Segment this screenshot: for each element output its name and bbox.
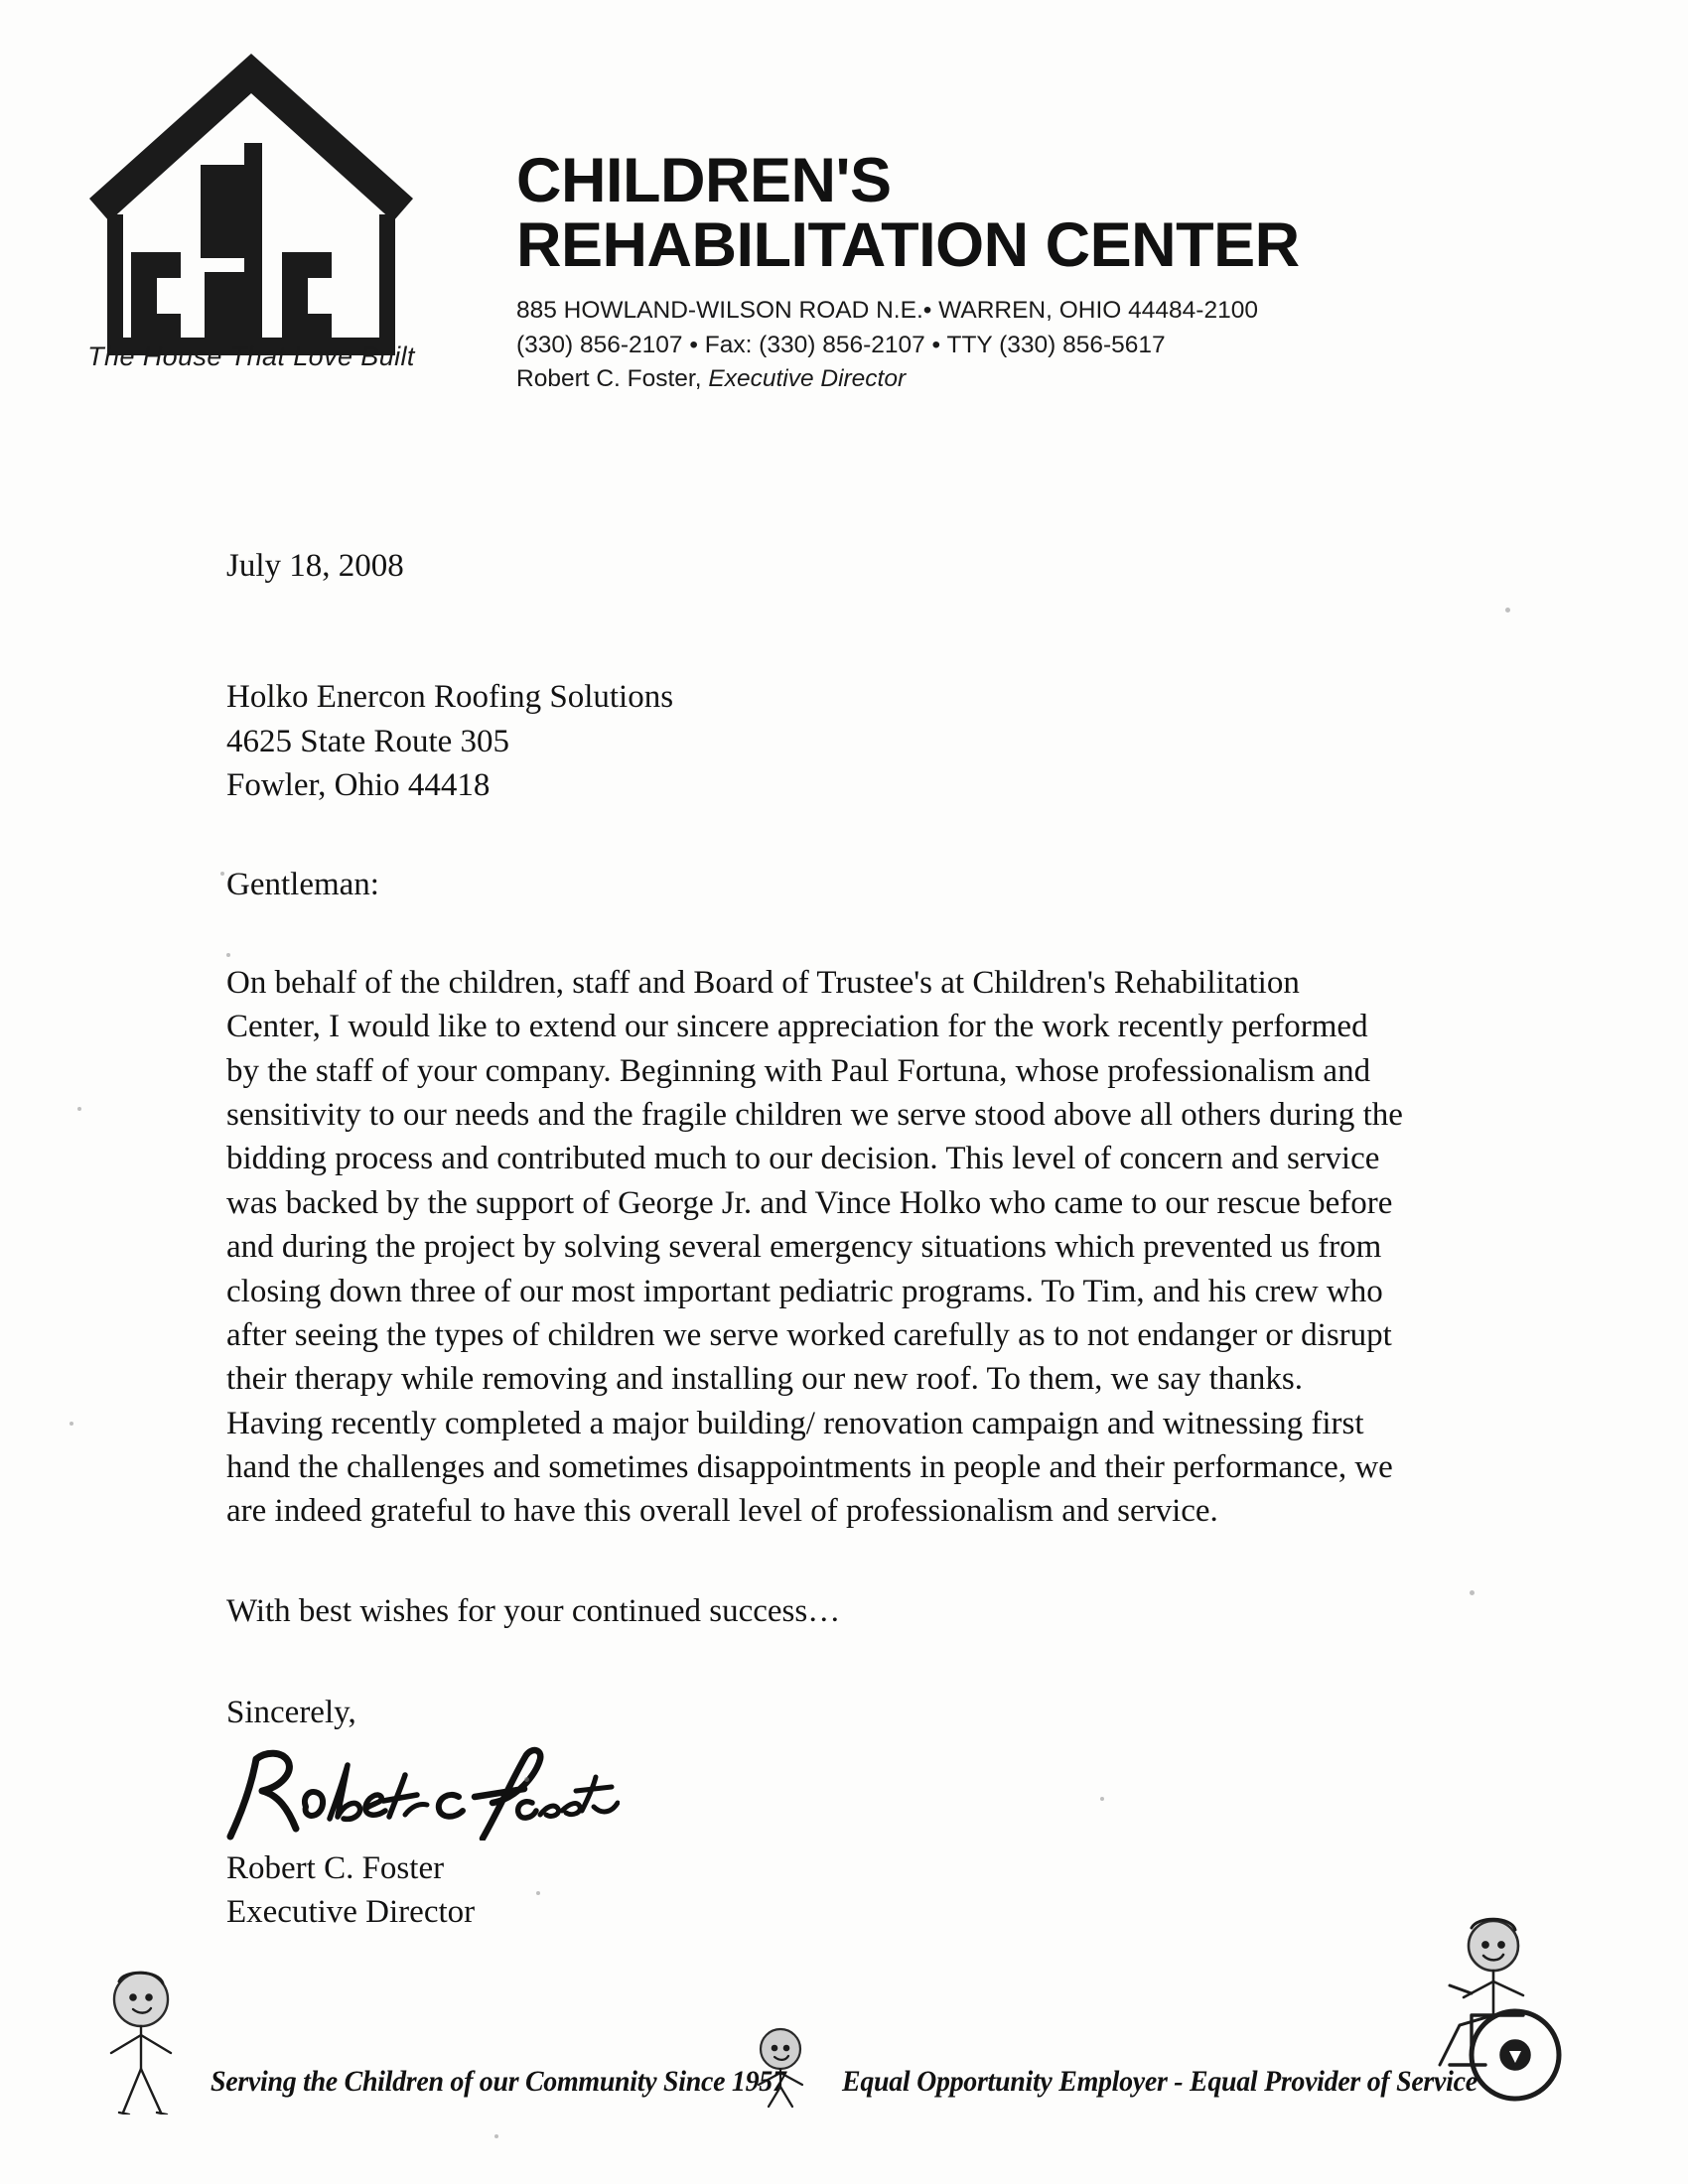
letterhead	[0, 30, 1688, 393]
org-name-line1: CHILDREN'S	[516, 146, 892, 215]
executive-line	[516, 362, 1589, 397]
address-line: 885 HOWLAND-WILSON ROAD N.E.• WARREN, OHIO 44484-2100	[516, 296, 1258, 324]
scan-speck	[70, 1422, 73, 1426]
signer-block	[226, 1846, 1448, 1935]
sincerely-line: Sincerely,	[226, 1695, 356, 1731]
body-line: closing down three of our most important pediatric programs. To Tim, and his crew who	[226, 1273, 1383, 1309]
closing-line: With best wishes for your continued success…	[226, 1592, 841, 1629]
body-line: sensitivity to our needs and the fragile children we serve stood above all others during the	[226, 1097, 1403, 1133]
body-line: by the staff of your company. Beginning with Paul Fortuna, whose professionalism and	[226, 1052, 1371, 1089]
scan-speck	[1505, 608, 1510, 613]
recipient-street: 4625 State Route 305	[226, 723, 510, 759]
signer-name: Robert C. Foster	[226, 1849, 445, 1886]
footer-left-text: Serving the Children of our Community Since 1957	[211, 2065, 786, 2098]
body-line: hand the challenges and sometimes disappointments in people and their performance, we	[226, 1449, 1393, 1485]
letter-body	[226, 544, 1448, 1935]
body-line: their therapy while removing and installing our new roof. To them, we say thanks.	[226, 1361, 1304, 1398]
logo-tagline: The House That Love Built	[87, 341, 415, 371]
executive-name: Robert C. Foster,	[516, 365, 702, 393]
scan-speck	[220, 872, 224, 876]
body-line: Having recently completed a major building/ renovation campaign and witnessing first	[226, 1405, 1364, 1441]
scan-speck	[1470, 1590, 1475, 1595]
scan-speck	[226, 953, 230, 957]
organization-block	[516, 146, 1589, 397]
logo-block	[77, 48, 425, 372]
scan-speck	[494, 2134, 498, 2138]
body-line: Center, I would like to extend our sincere appreciation for the work recently performed	[226, 1009, 1368, 1045]
date-line: July 18, 2008	[226, 548, 404, 584]
signer-title: Executive Director	[226, 1894, 476, 1931]
handwritten-signature-robert-c-foster-icon	[222, 1745, 620, 1841]
body-line: after seeing the types of children we serve worked carefully as to not endanger or disrupt	[226, 1316, 1392, 1353]
body-line: bidding process and contributed much to our decision. This level of concern and service	[226, 1141, 1380, 1177]
body-paragraph	[226, 961, 1448, 1534]
body-line: On behalf of the children, staff and Board of Trustee's at Children's Rehabilitation	[226, 964, 1300, 1001]
house-logo-crc-icon	[77, 48, 425, 355]
scan-speck	[536, 1891, 540, 1895]
salutation: Gentleman:	[226, 866, 379, 902]
body-line: and during the project by solving several emergency situations which prevented us from	[226, 1229, 1382, 1266]
body-line: are indeed grateful to have this overall level of professionalism and service.	[226, 1493, 1218, 1530]
body-line: was backed by the support of George Jr. and Vince Holko who came to our rescue before	[226, 1184, 1393, 1221]
footer-right-text: Equal Opportunity Employer - Equal Provider of Service	[842, 2065, 1477, 2098]
phone-line: (330) 856-2107 • Fax: (330) 856-2107 • TTY (330) 856-5617	[516, 331, 1166, 358]
recipient-address	[226, 675, 1448, 807]
contact-details	[516, 294, 1589, 397]
scan-speck	[1100, 1797, 1104, 1801]
scan-speck	[77, 1107, 81, 1111]
recipient-company: Holko Enercon Roofing Solutions	[226, 679, 674, 716]
recipient-city: Fowler, Ohio 44418	[226, 767, 491, 804]
scan-speck	[524, 1777, 529, 1782]
footer	[0, 1928, 1688, 2126]
executive-title: Executive Director	[708, 365, 907, 393]
child-drawing-icon	[79, 1966, 209, 2115]
org-name-line2: REHABILITATION CENTER	[516, 209, 1300, 280]
